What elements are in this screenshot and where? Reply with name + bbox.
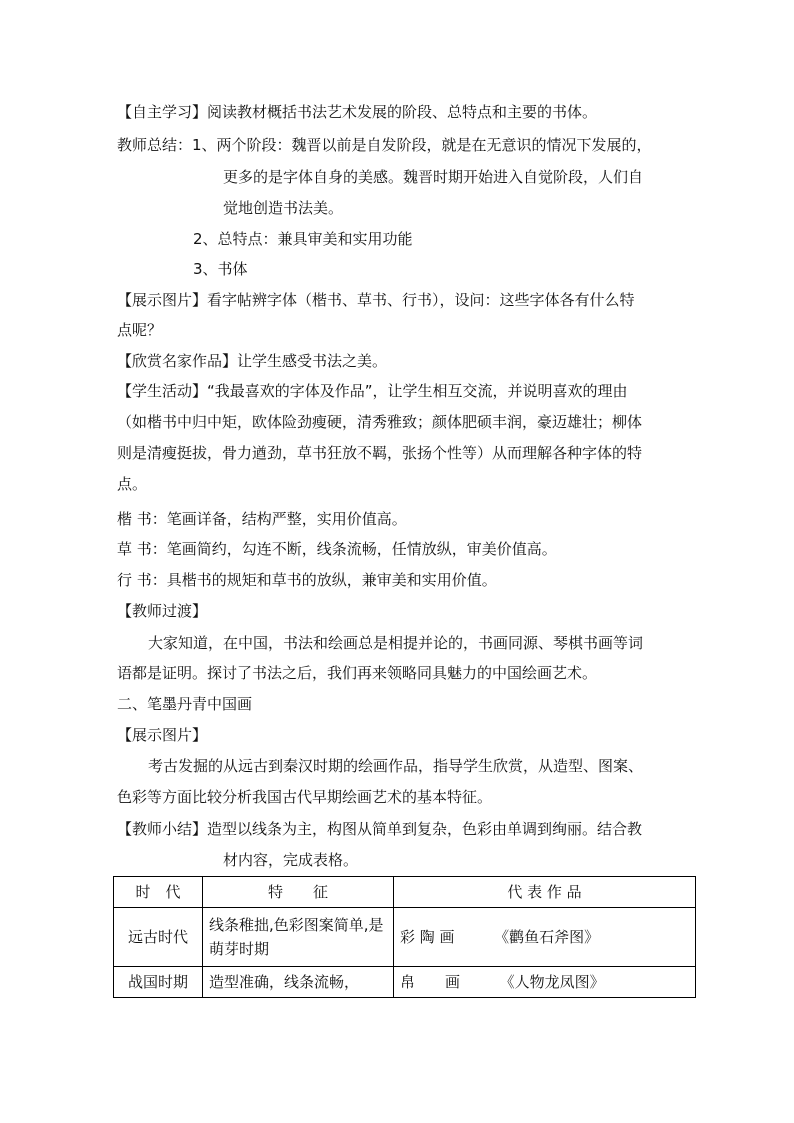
- header-era: 时 代: [114, 877, 203, 908]
- table-row: [114, 967, 696, 998]
- text-line: 大家知道，在中国，书法和绘画总是相提并论的，书画同源、琴棋书画等词: [148, 634, 644, 652]
- text-line: 【教师小结】造型以线条为主，构图从简单到复杂，色彩由单调到绚丽。结合教: [117, 820, 643, 838]
- text-line: 材内容，完成表格。: [223, 851, 359, 869]
- work-title: 《鹳鱼石斧图》: [494, 928, 600, 946]
- section-heading: 【展示图片】: [117, 726, 208, 744]
- text-line: 点。: [117, 475, 148, 493]
- text-line: 【自主学习】阅读教材概括书法艺术发展的阶段、总特点和主要的书体。: [117, 103, 598, 121]
- era-cell: 远古时代: [114, 908, 203, 967]
- art-table: [113, 876, 696, 998]
- table-row: [114, 908, 696, 967]
- text-line: 考古发掘的从远古到秦汉时期的绘画作品，指导学生欣赏，从造型、图案、: [148, 757, 644, 775]
- work-type: 彩 陶 画: [400, 928, 455, 946]
- feature-cell: 线条稚拙,色彩图案简单,是萌芽时期: [203, 908, 394, 967]
- works-cell: [394, 908, 696, 967]
- text-line: 楷 书：笔画详备，结构严整，实用价值高。: [117, 510, 407, 528]
- text-line: 则是清瘦挺拔，骨力遒劲，草书狂放不羁，张扬个性等）从而理解各种字体的特: [117, 444, 643, 462]
- text-line: 【欣赏名家作品】让学生感受书法之美。: [117, 352, 388, 370]
- era-cell: 战国时期: [114, 967, 203, 998]
- text-line: （如楷书中归中矩，欧体险劲瘦硬，清秀雅致；颜体肥硕丰润，豪迈雄壮；柳体: [117, 413, 643, 431]
- text-line: 语都是证明。探讨了书法之后，我们再来领略同具魅力的中国绘画艺术。: [117, 664, 598, 682]
- text-line: 更多的是字体自身的美感。魏晋时期开始进入自觉阶段，人们自: [223, 168, 644, 186]
- work-type: 帛 画: [400, 973, 461, 991]
- text-line: 觉地创造书法美。: [223, 199, 344, 217]
- text-line: 色彩等方面比较分析我国古代早期绘画艺术的基本特征。: [117, 788, 493, 806]
- text-line: 教师总结：1、两个阶段：魏晋以前是自发阶段，就是在无意识的情况下发展的，: [117, 136, 652, 154]
- section-title: 二、笔墨丹青中国画: [117, 695, 253, 713]
- text-line: 行 书：具楷书的规矩和草书的放纵，兼审美和实用价值。: [117, 571, 497, 589]
- header-works: 代 表 作 品: [394, 877, 696, 908]
- section-heading: 【教师过渡】: [117, 602, 208, 620]
- feature-cell: 造型准确，线条流畅，: [203, 967, 394, 998]
- text-line: 点呢？: [117, 321, 163, 339]
- text-line: 3、书体: [193, 260, 248, 278]
- text-line: 【学生活动】“我最喜欢的字体及作品”，让学生相互交流，并说明喜欢的理由: [117, 382, 628, 400]
- work-title: 《人物龙凤图》: [499, 973, 605, 991]
- works-cell: [394, 967, 696, 998]
- text-line: 2、总特点：兼具审美和实用功能: [193, 230, 413, 248]
- text-line: 【展示图片】看字帖辨字体（楷书、草书、行书），设问：这些字体各有什么特: [117, 291, 635, 309]
- text-line: 草 书：笔画简约，勾连不断，线条流畅，任情放纵，审美价值高。: [117, 540, 557, 558]
- table-header-row: [114, 877, 696, 908]
- header-feature: 特 征: [203, 877, 394, 908]
